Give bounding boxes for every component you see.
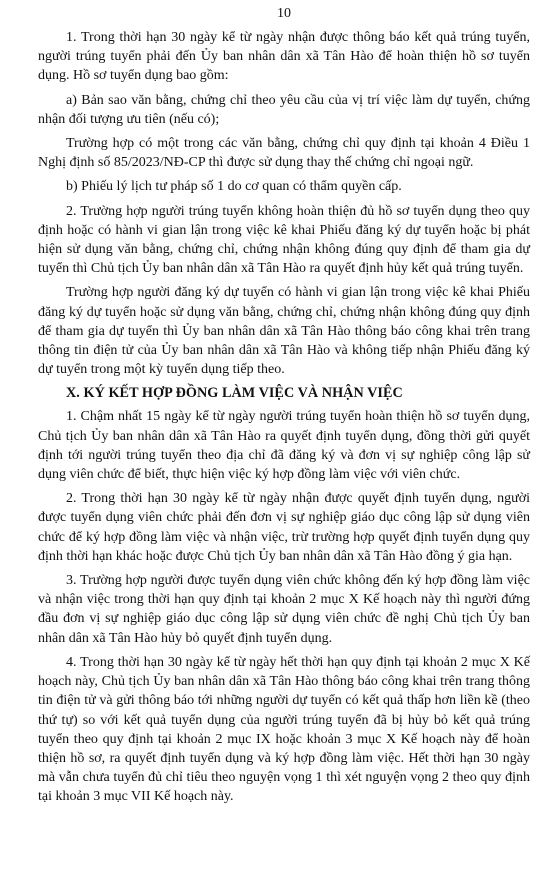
paragraph-degree-substitution: Trường hợp có một trong các văn bằng, chứng chỉ quy định tại khoản 4 Điều 1 Nghị định số 85/2023/NĐ-CP thì được sử dụng thay thế chứng chỉ ngoại ngữ. <box>38 136 530 171</box>
paragraph-cancel-result: 2. Trường hợp người trúng tuyển không hoàn thiện đủ hồ sơ tuyển dụng theo quy định hoặc có hành vi gian lận trong việc kê khai Phiếu đăng ký dự tuyển hoặc bị phát hiện sử dụng văn bằng, chứng chỉ, chứng nhận không đúng quy định để tham gia dự tuyển thì Chủ tịch Ủy ban nhân dân xã Tân Hào ra quyết định hủy kết quả trúng tuyển. <box>38 203 530 277</box>
paragraph-recruitment-dossier: 1. Trong thời hạn 30 ngày kể từ ngày nhận được thông báo kết quả trúng tuyển, người trúng tuyển phải đến Ủy ban nhân dân xã Tân Hào để hoàn thiện hồ sơ tuyển dụng. Hồ sơ tuyển dụng bao gồm: <box>38 30 530 84</box>
paragraph-fraud-notice: Trường hợp người đăng ký dự tuyển có hành vi gian lận trong việc kê khai Phiếu đăng ký dự tuyển hoặc sử dụng văn bằng, chứng chỉ, chứng nhận không đúng quy định để tham gia dự tuyển thì Ủy ban nhân dân xã Tân Hào thông báo công khai trên trang thông tin điện tử của Ủy ban nhân dân xã Tân Hào và không tiếp nhận Phiếu đăng ký dự tuyển trong một kỳ tuyển dụng tiếp theo. <box>38 285 530 378</box>
paragraph-item-b: b) Phiếu lý lịch tư pháp số 1 do cơ quan có thẩm quyền cấp. <box>66 179 402 195</box>
paragraph-section-x-item-4: 4. Trong thời hạn 30 ngày kể từ ngày hết thời hạn quy định tại khoản 2 mục X Kế hoạch này, Chủ tịch Ủy ban nhân dân xã Tân Hào thông báo công khai trên trang thông tin điện tử và gửi thông báo tới những người dự tuyển có kết quả thấp hơn liền kề (theo thứ tự) so với kết quả tuyển dụng của người trúng tuyển đã bị hủy bỏ kết quả trúng tuyển theo quy định tại khoản 2 mục IX hoặc khoản 3 mục X Kế hoạch này để hoàn thiện hồ sơ, ra quyết định tuyển dụng và ký hợp đồng làm việc. Hết thời hạn 30 ngày mà vẫn chưa tuyển đủ chỉ tiêu theo nguyện vọng 1 thì xét nguyện vọng 2 theo quy định tại khoản 3 mục VII Kế hoạch này. <box>38 654 530 805</box>
page-number: 10 <box>277 6 291 21</box>
paragraph-section-x-item-3: 3. Trường hợp người được tuyển dụng viên chức không đến ký hợp đồng làm việc và nhận việc trong thời hạn quy định tại khoản 2 mục X Kế hoạch này thì người đứng đầu đơn vị sự nghiệp giáo dục công lập sử dụng viên chức đề nghị Chủ tịch Ủy ban nhân dân xã Tân Hào hủy bỏ quyết định tuyển dụng. <box>38 573 530 646</box>
section-heading: X. KÝ KẾT HỢP ĐỒNG LÀM VIỆC VÀ NHẬN VIỆC <box>66 385 403 402</box>
paragraph-section-x-item-1: 1. Chậm nhất 15 ngày kể từ ngày người trúng tuyển hoàn thiện hồ sơ tuyển dụng, Chủ tịch Ủy ban nhân dân xã Tân Hào ra quyết định tuyển dụng, đồng thời gửi quyết định tới người trúng tuyển theo địa chỉ đã đăng ký và đơn vị sự nghiệp công lập sử dụng viên chức để biết, thực hiện việc ký hợp đồng làm việc với viên chức. <box>38 409 530 483</box>
paragraph-item-a: a) Bản sao văn bằng, chứng chỉ theo yêu cầu của vị trí việc làm dự tuyển, chứng nhận đối tượng ưu tiên (nếu có); <box>38 92 530 127</box>
paragraph-section-x-item-2: 2. Trong thời hạn 30 ngày kể từ ngày nhận được quyết định tuyển dụng, người được tuyển dụng viên chức phải đến đơn vị sự nghiệp giáo dục công lập sử dụng viên chức để ký hợp đồng làm việc và nhận việc, trừ trường hợp quyết định tuyển dụng quy định thời hạn khác hoặc được Chủ tịch Ủy ban nhân dân xã Tân Hào đồng ý gia hạn. <box>38 491 530 564</box>
